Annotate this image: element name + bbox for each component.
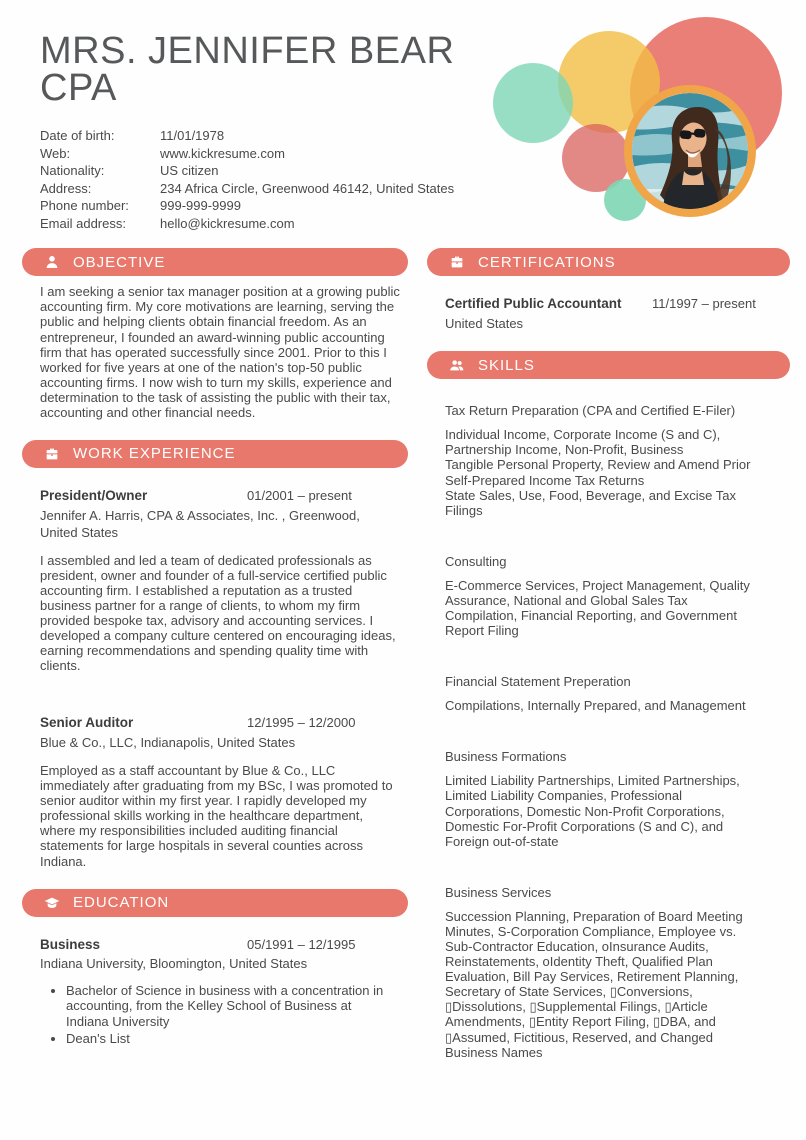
objective-text: I am seeking a senior tax manager position at a growing public accounting firm. My core motivations are learning, serving the public and helping clients obtain financial freedom. As an entrepreneur, I founded an award-winning public accounting firm that has operated successfully since 2001. Prior to this I worked for five years at one of the nation's top-50 public accounting firms. I now wish to turn my skills, experience and determination to the task of assisting the public with their tax, accounting and other financial needs. (40, 284, 400, 420)
detail-label: Web: (40, 145, 71, 161)
section-title: WORK EXPERIENCE (73, 445, 236, 463)
work-entry (40, 703, 408, 868)
detail-value: 999-999-9999 (160, 198, 241, 214)
job-title: Senior Auditor (40, 715, 134, 731)
education-bullet-list (40, 983, 385, 1045)
detail-value: 11/01/1978 (160, 128, 225, 143)
school-name: Indiana University, Bloomington, United States (40, 956, 308, 972)
skill-group (445, 554, 790, 638)
certification-location: United States (445, 316, 524, 332)
right-column (427, 248, 790, 1095)
resume-header (0, 0, 806, 232)
contact-detail-row (40, 197, 806, 215)
detail-label: Email address: (40, 215, 126, 231)
education-bullet: • Dean's List (66, 1031, 385, 1046)
job-company: Blue & Co., LLC, Indianapolis, United States (40, 735, 296, 751)
skill-name: Consulting (445, 553, 507, 569)
education-entry (40, 925, 408, 1046)
job-dates: 12/1995 – 12/2000 (247, 715, 356, 731)
certifications-section (427, 248, 790, 331)
job-description: I assembled and led a team of dedicated professionals as president, owner and founder of a full-service certified public accounting firm. I established a reputation as a trusted business partner for a range of clients, to whom my firm provided bespoke tax, advisory and accounting services. I developed a company culture centered on encouraging ideas, earning recommendations and spending quality time with clients. (40, 552, 396, 674)
skills-section (427, 351, 790, 1059)
entry-header (40, 937, 408, 954)
briefcase-icon (449, 254, 465, 270)
certification-dates: 11/1997 – present (652, 296, 756, 312)
work-experience-entries (22, 468, 408, 869)
work-experience-section-header (22, 440, 408, 468)
skill-detail-line: Compilations, Internally Prepared, and Management (445, 698, 746, 714)
skill-detail-line: Succession Planning, Preparation of Board Meeting Minutes, S-Corporation Compliance, Employee vs. Sub-Contractor Education, oInsurance Audits, Reinstatements, oIdentity Theft, Qualified Plan Evaluation, Bill Pay Services, Retirement Planning, Secretary of State Services, ▯Conversions, ▯Dissolutions, ▯Supplemental Filings, ▯Article Amendments, ▯Entity Report Filing, ▯DBA, and ▯Assumed, Fictitious, Reserved, and Changed Business Names (445, 908, 743, 1060)
contact-detail-row (40, 215, 806, 233)
skill-details (445, 773, 753, 848)
section-title: CERTIFICATIONS (478, 253, 616, 271)
contact-detail-row (40, 127, 806, 145)
skill-group (445, 403, 790, 518)
skill-groups (427, 379, 790, 1059)
briefcase-icon (44, 446, 60, 462)
education-bullet: • Bachelor of Science in business with a concentration in accounting, from the Kelley School of Business at Indiana University (66, 983, 385, 1028)
contact-detail-row (40, 162, 806, 180)
detail-value: 234 Africa Circle, Greenwood 46142, United States (160, 180, 455, 196)
contact-detail-row (40, 145, 806, 163)
person-icon (44, 254, 60, 270)
resume-columns (22, 248, 806, 1095)
education-section (22, 889, 408, 1046)
skill-name: Tax Return Preparation (CPA and Certified E-Filer) (445, 403, 736, 419)
certification-entries (427, 276, 790, 331)
entry-header (40, 715, 408, 732)
certification-entry (445, 284, 790, 331)
detail-label: Date of birth: (40, 128, 115, 143)
objective-section-header (22, 248, 408, 276)
skill-name: Business Services (445, 884, 552, 900)
section-title: SKILLS (478, 356, 535, 374)
skill-name: Financial Statement Preperation (445, 674, 631, 690)
left-column (22, 248, 408, 1095)
job-company: Jennifer A. Harris, CPA & Associates, Inc. , Greenwood, United States (40, 507, 360, 540)
education-section-header (22, 889, 408, 917)
skill-detail-line: Individual Income, Corporate Income (S and C), Partnership Income, Non-Profit, Business (445, 427, 721, 458)
work-experience-section (22, 440, 408, 869)
detail-value: www.kickresume.com (160, 145, 285, 161)
certifications-section-header (427, 248, 790, 276)
work-entry (40, 476, 408, 673)
page-title: MRS. JENNIFER BEAR CPA (40, 30, 455, 109)
skill-details (445, 698, 753, 713)
detail-label: Nationality: (40, 163, 105, 179)
skill-details (445, 578, 753, 638)
degree-dates: 05/1991 – 12/1995 (247, 936, 356, 952)
job-description: Employed as a staff accountant by Blue & Co., LLC immediately after graduating from my BSc, I was promoted to senior auditor within my first year. I rapidly developed my professional skills working in the healthcare department, where my responsibilities included auditing financial statements for large hospitals in several counties across Indiana. (40, 763, 393, 869)
skills-section-header (427, 351, 790, 379)
degree-title: Business (40, 936, 101, 952)
skill-detail-line: State Sales, Use, Food, Beverage, and Excise Tax Filings (445, 487, 736, 518)
job-dates: 01/2001 – present (247, 487, 352, 503)
people-icon (449, 357, 465, 373)
detail-label: Address: (40, 180, 92, 196)
skill-details (445, 427, 753, 517)
certification-name: Certified Public Accountant (445, 296, 622, 312)
detail-label: Phone number: (40, 198, 129, 214)
section-title: EDUCATION (73, 893, 170, 911)
section-title: OBJECTIVE (73, 253, 166, 271)
skill-details (445, 909, 753, 1060)
job-title: President/Owner (40, 487, 148, 503)
contact-detail-row (40, 180, 806, 198)
objective-section (22, 248, 408, 420)
detail-value: hello@kickresume.com (160, 215, 295, 231)
contact-details (40, 127, 806, 232)
skill-group (445, 749, 790, 848)
skill-detail-line: Tangible Personal Property, Review and Amend Prior Self-Prepared Income Tax Returns (445, 457, 751, 488)
skill-name: Business Formations (445, 749, 567, 765)
education-entries (22, 917, 408, 1046)
skill-detail-line: E-Commerce Services, Project Management, Quality Assurance, National and Global Sales Tax Compilation, Financial Reporting, and Government Report Filing (445, 577, 750, 639)
skill-group (445, 885, 790, 1060)
skill-detail-line: Limited Liability Partnerships, Limited Partnerships, Limited Liability Companies, Professional Corporations, Domestic Non-Profit Corporations, Domestic For-Profit Corporations (S and C), and Foreign out-of-state (445, 773, 740, 849)
entry-header (40, 488, 408, 505)
graduation-cap-icon (44, 895, 60, 911)
skill-group (445, 674, 790, 713)
detail-value: US citizen (160, 163, 219, 179)
entry-header (445, 296, 790, 313)
